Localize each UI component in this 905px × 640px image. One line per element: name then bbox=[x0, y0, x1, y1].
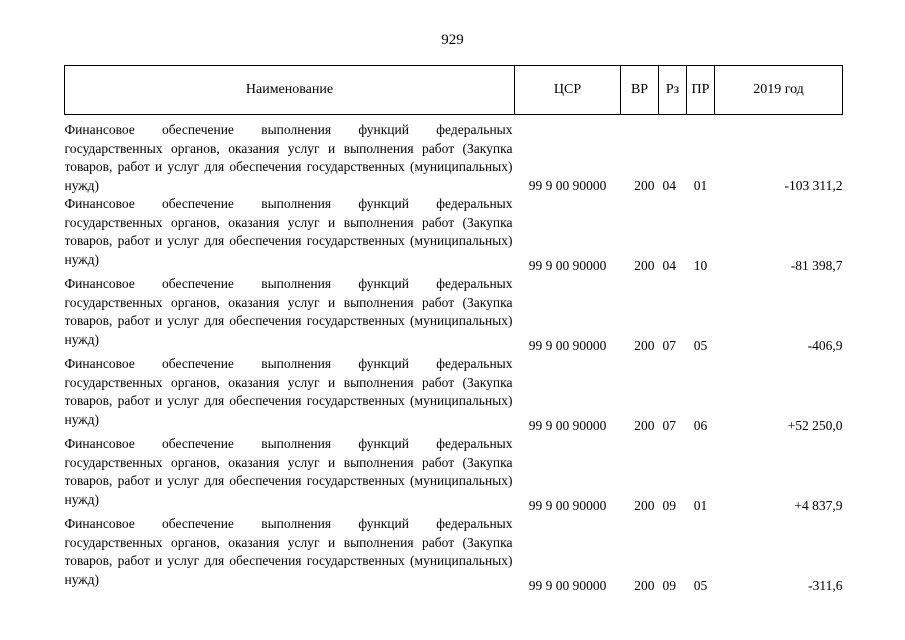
row-amount: -311,6 bbox=[808, 578, 843, 593]
row-name-text: Финансовое обеспечение выполнения функций федеральных государственных органов, оказания услуг и выполнения работ (Закупка товаров, работ и услуг для обеспечения государственных (муниципальных) нужд) bbox=[64, 276, 513, 347]
row-pr: 10 bbox=[693, 258, 708, 273]
row-rz: 07 bbox=[662, 418, 676, 433]
row-pr: 01 bbox=[693, 178, 708, 193]
header-rz: Рз bbox=[659, 66, 687, 115]
table-row bbox=[65, 115, 843, 196]
row-name bbox=[65, 435, 515, 515]
row-vr: 200 bbox=[634, 258, 655, 273]
row-csr: 99 9 00 90000 bbox=[528, 578, 607, 593]
table-row bbox=[65, 515, 843, 595]
row-name bbox=[65, 275, 515, 355]
table-row bbox=[65, 355, 843, 435]
row-name bbox=[65, 515, 515, 595]
row-csr: 99 9 00 90000 bbox=[528, 418, 607, 433]
row-pr: 06 bbox=[693, 418, 708, 433]
table-row bbox=[65, 435, 843, 515]
header-year: 2019 год bbox=[715, 66, 843, 115]
row-rz: 09 bbox=[662, 498, 676, 513]
table-header-row bbox=[65, 66, 843, 115]
row-pr: 05 bbox=[693, 578, 708, 593]
row-csr: 99 9 00 90000 bbox=[528, 498, 607, 513]
row-vr: 200 bbox=[634, 418, 655, 433]
row-amount: -81 398,7 bbox=[790, 258, 843, 273]
row-name-text: Финансовое обеспечение выполнения функций федеральных государственных органов, оказания услуг и выполнения работ (Закупка товаров, работ и услуг для обеспечения государственных (муниципальных) нужд) bbox=[64, 356, 513, 427]
header-vr: ВР bbox=[621, 66, 659, 115]
row-pr: 05 bbox=[693, 338, 708, 353]
row-vr: 200 bbox=[634, 178, 655, 193]
table-row bbox=[65, 275, 843, 355]
row-name-text: Финансовое обеспечение выполнения функций федеральных государственных органов, оказания услуг и выполнения работ (Закупка товаров, работ и услуг для обеспечения государственных (муниципальных) нужд) bbox=[64, 122, 513, 193]
header-csr: ЦСР bbox=[515, 66, 621, 115]
row-rz: 04 bbox=[662, 178, 676, 193]
table-row bbox=[65, 195, 843, 275]
row-pr: 01 bbox=[693, 498, 708, 513]
row-csr: 99 9 00 90000 bbox=[528, 258, 607, 273]
header-name: Наименование bbox=[65, 66, 515, 115]
row-name-text: Финансовое обеспечение выполнения функций федеральных государственных органов, оказания услуг и выполнения работ (Закупка товаров, работ и услуг для обеспечения государственных (муниципальных) нужд) bbox=[64, 196, 513, 267]
row-rz: 04 bbox=[662, 258, 676, 273]
row-amount: +4 837,9 bbox=[794, 498, 843, 513]
row-vr: 200 bbox=[634, 498, 655, 513]
row-vr: 200 bbox=[634, 338, 655, 353]
row-csr: 99 9 00 90000 bbox=[528, 338, 607, 353]
row-vr: 200 bbox=[634, 578, 655, 593]
row-name bbox=[65, 115, 515, 196]
row-name bbox=[65, 355, 515, 435]
row-rz: 07 bbox=[662, 338, 676, 353]
row-name-text: Финансовое обеспечение выполнения функций федеральных государственных органов, оказания услуг и выполнения работ (Закупка товаров, работ и услуг для обеспечения государственных (муниципальных) нужд) bbox=[64, 436, 513, 507]
row-name bbox=[65, 195, 515, 275]
row-amount: -103 311,2 bbox=[784, 178, 843, 193]
header-pr: ПР bbox=[687, 66, 715, 115]
row-name-text: Финансовое обеспечение выполнения функций федеральных государственных органов, оказания услуг и выполнения работ (Закупка товаров, работ и услуг для обеспечения государственных (муниципальных) нужд) bbox=[64, 516, 513, 587]
row-rz: 09 bbox=[662, 578, 676, 593]
page-number: 929 bbox=[441, 32, 464, 48]
row-amount: +52 250,0 bbox=[787, 418, 843, 433]
row-csr: 99 9 00 90000 bbox=[528, 178, 607, 193]
budget-table bbox=[64, 65, 843, 595]
row-amount: -406,9 bbox=[807, 338, 843, 353]
